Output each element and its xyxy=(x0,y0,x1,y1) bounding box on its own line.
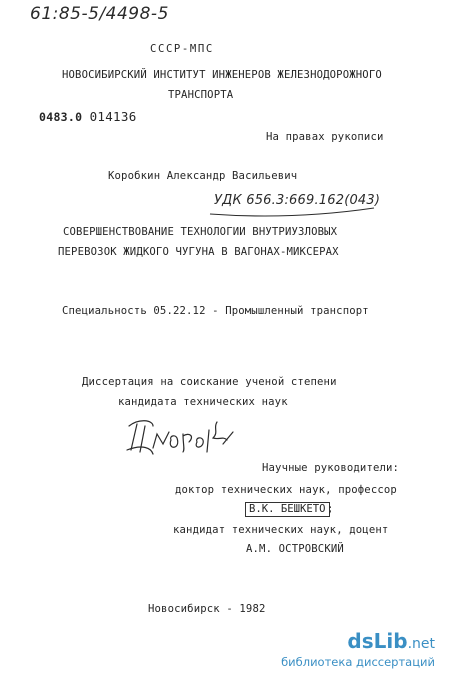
supervisor-2-degree: кандидат технических наук, доцент xyxy=(173,524,389,536)
catalog-number-handwritten: 61:85-5/4498-5 xyxy=(30,4,169,24)
udc-code-handwritten: УДК 656.3:669.162(043) xyxy=(214,193,381,208)
author-signature xyxy=(123,414,235,460)
specialty-line: Специальность 05.22.12 - Промышленный транспорт xyxy=(62,305,369,317)
supervisor-1-name: В.К. БЕШКЕТО xyxy=(245,502,330,517)
watermark-logo xyxy=(281,630,435,670)
dissertation-line-2: кандидата технических наук xyxy=(118,396,288,408)
title-line-1: СОВЕРШЕНСТВОВАНИЕ ТЕХНОЛОГИИ ВНУТРИУЗЛОВЫХ xyxy=(63,226,338,238)
watermark-tagline: библиотека диссертаций xyxy=(281,655,435,669)
title-line-2: ПЕРЕВОЗОК ЖИДКОГО ЧУГУНА В ВАГОНАХ-МИКСЕРАХ xyxy=(58,246,339,258)
institute-line-2: ТРАНСПОРТА xyxy=(168,89,234,101)
institute-line-1: НОВОСИБИРСКИЙ ИНСТИТУТ ИНЖЕНЕРОВ ЖЕЛЕЗНОДОРОЖНОГО xyxy=(62,69,382,81)
supervisor-1-degree: доктор технических наук, профессор xyxy=(175,484,397,496)
registry-code: 0483.0 xyxy=(39,110,83,124)
registry-number: 014136 xyxy=(89,109,137,124)
manuscript-note: На правах рукописи xyxy=(266,131,384,143)
city-year: Новосибирск - 1982 xyxy=(148,603,266,615)
watermark-suffix: .net xyxy=(407,636,435,652)
author-name: Коробкин Александр Васильевич xyxy=(108,170,298,182)
supervisor-1-separator: ; xyxy=(327,503,334,515)
dissertation-line-1: Диссертация на соискание ученой степени xyxy=(82,376,337,388)
watermark-name: dsLib xyxy=(347,629,408,653)
ministry-line: СССР-МПС xyxy=(150,43,214,55)
supervisor-2-name: А.М. ОСТРОВСКИЙ xyxy=(246,543,344,555)
registry-stamp xyxy=(39,109,137,124)
supervisors-label: Научные руководители: xyxy=(262,462,400,474)
